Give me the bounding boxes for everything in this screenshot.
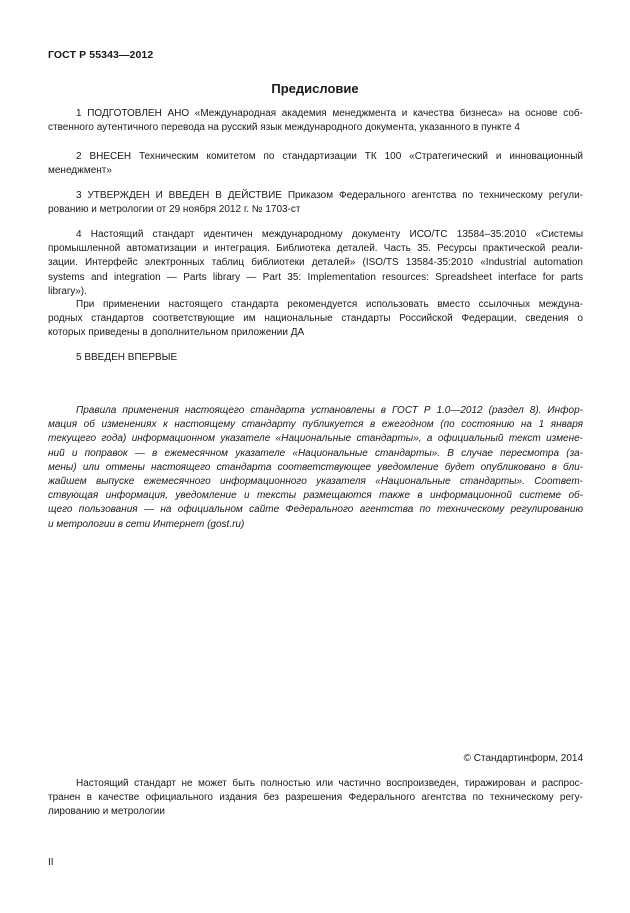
rules-line: и метрологии в сети Интернет (gost.ru) [48, 518, 245, 530]
rules-line: мены) или отмены настоящего стандарта соответствующее уведомление будет опубликовано в бли- [48, 461, 583, 473]
rules-line: ствующая информация, уведомление и тексты размещаются также в информационной системе об- [48, 490, 583, 502]
paragraph-4-note-line: которых приведены в дополнительном приложении ДА [48, 327, 305, 339]
paragraph-4 [48, 228, 583, 299]
paragraph-3 [48, 189, 583, 217]
paragraph-4-line: 4 Настоящий стандарт идентичен международному документу ИСО/ТС 13584–35:2010 «Системы [76, 229, 583, 240]
paragraph-5 [48, 351, 583, 365]
rules-line: мация об изменениях к настоящему стандарту публикуется в ежегодном (по состоянию на 1 января [48, 419, 583, 431]
paragraph-1-line: 1 ПОДГОТОВЛЕН АНО «Международная академия менеджмента и качества бизнеса» на основе соб- [76, 108, 583, 119]
rules-line: текущего года) информационном указателе «Национальные стандарты», а официальный текст измене- [48, 433, 583, 445]
rules-line: жайшем выпуске ежемесячного информационного указателя «Национальные стандарты». Соответ- [48, 476, 583, 488]
paragraph-4-line: промышленной автоматизации и интеграция. Библиотека деталей. Часть 35. Ресурсы практической реали- [48, 243, 583, 255]
document-code-header: ГОСТ Р 55343—2012 [48, 49, 154, 61]
rules-line: ний и поправок — в ежемесячном указателе «Национальные стандарты». В случае пересмотра (за- [48, 447, 583, 459]
section-title: Предисловие [271, 81, 359, 96]
paragraph-4-note-line: При применении настоящего стандарта рекомендуется использовать вместо ссылочных междуна- [76, 299, 583, 310]
application-rules-paragraph [48, 404, 583, 532]
reproduction-notice-line: Настоящий стандарт не может быть полностью или частично воспроизведен, тиражирован и распрос- [76, 778, 583, 789]
copyright-notice: © Стандартинформ, 2014 [463, 753, 583, 764]
paragraph-4-note [48, 298, 583, 341]
paragraph-2-line: 2 ВНЕСЕН Техническим комитетом по стандартизации ТК 100 «Стратегический и инновационный [76, 151, 583, 162]
page-number: II [48, 857, 54, 868]
paragraph-4-note-line: родных стандартов соответствующие им национальные стандарты Российской Федерации, сведения о [48, 313, 583, 325]
paragraph-2 [48, 150, 583, 178]
paragraph-5-line: 5 ВВЕДЕН ВПЕРВЫЕ [76, 352, 178, 363]
paragraph-3-line: 3 УТВЕРЖДЕН И ВВЕДЕН В ДЕЙСТВИЕ Приказом Федерального агентства по техническому регули- [76, 190, 583, 201]
paragraph-1-line: ственного аутентичного перевода на русский язык международного документа, указанного в пункте 4 [48, 122, 520, 134]
reproduction-notice-line: лированию и метрологии [48, 806, 165, 818]
reproduction-notice-line: транен в качестве официального издания без разрешения Федерального агентства по техническому регу- [48, 792, 583, 804]
rules-line: Правила применения настоящего стандарта установлены в ГОСТ Р 1.0—2012 (раздел 8). Инфор- [76, 405, 583, 416]
rules-line: щего пользования — на официальном сайте Федерального агентства по техническому регулированию [48, 504, 583, 516]
paragraph-4-line: library»). [48, 285, 87, 297]
paragraph-1 [48, 107, 583, 135]
paragraph-2-line: менеджмент» [48, 165, 112, 177]
paragraph-4-line: systems and integration — Parts library — Part 35: Implementation resources: Spreadsheet interface for parts [48, 271, 583, 283]
reproduction-notice [48, 777, 583, 820]
paragraph-4-line: зации. Интерфейс электронных таблиц библиотеки деталей» (ISO/TS 13584-35:2010 «Industrial automation [48, 257, 583, 269]
paragraph-3-line: рованию и метрологии от 29 ноября 2012 г. № 1703-ст [48, 204, 301, 216]
